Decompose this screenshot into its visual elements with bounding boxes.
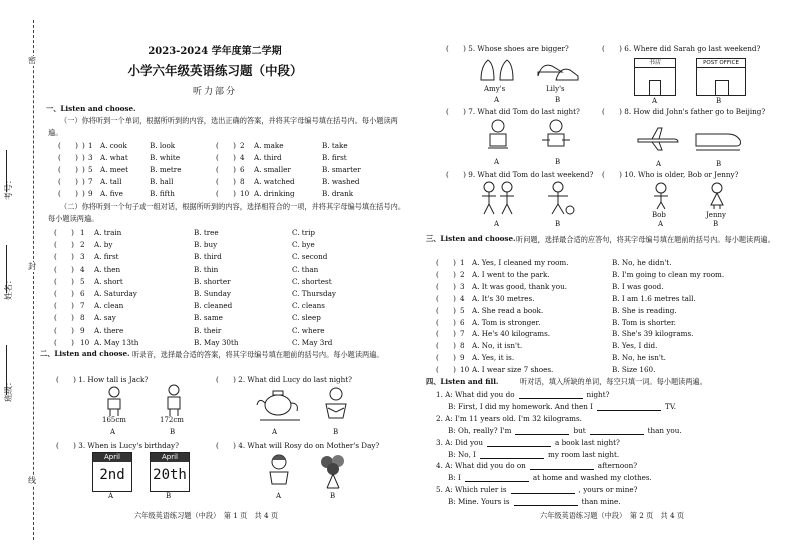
option-b: B. take xyxy=(322,141,348,150)
answer-bracket[interactable]: ( ) xyxy=(58,153,78,162)
q8-choice-b: B xyxy=(716,160,722,168)
part3-heading: 三、Listen and choose. xyxy=(426,234,516,243)
option-number: 2 xyxy=(80,240,85,250)
option-b: B. first xyxy=(322,153,347,162)
answer-bracket[interactable]: ( ) xyxy=(216,153,236,162)
option-b: B. drank xyxy=(322,189,354,198)
option-b: B. thin xyxy=(194,264,219,274)
part2-heading: 二、Listen and choose. xyxy=(40,349,130,358)
option-a: A. short xyxy=(94,276,123,286)
option-c: C. sleep xyxy=(292,313,321,323)
q3-choice-b: B xyxy=(166,492,172,500)
fill-blank[interactable] xyxy=(519,390,583,399)
q9-picture-a-kids xyxy=(476,180,520,216)
q6-prompt: ( ) 6. Where did Sarah go last weekend? xyxy=(602,44,761,53)
option-a: A. May 13th xyxy=(94,337,139,347)
q2-choice-a: A xyxy=(272,428,278,436)
q9-picture-b-boy xyxy=(538,180,578,216)
option-number: 4 xyxy=(80,264,85,274)
answer-bracket[interactable]: ( ) xyxy=(216,177,236,186)
fill-line xyxy=(436,390,609,399)
part4-heading: 四、Listen and fill. xyxy=(426,377,499,386)
answer-bracket[interactable]: ( ) xyxy=(54,313,74,323)
name-label: 姓名： xyxy=(4,276,13,300)
fill-line xyxy=(436,485,638,494)
answer-bracket[interactable]: ( ) xyxy=(436,341,456,351)
q1-picture-a xyxy=(98,385,130,417)
fill-line xyxy=(436,461,637,470)
q7-picture-b-boy xyxy=(536,118,576,156)
option-a: 1 xyxy=(88,141,93,150)
q3-calendar-b-month: April xyxy=(151,453,189,462)
option-c: C. May 3rd xyxy=(292,337,333,347)
q3-prompt: ( ) 3. When is Lucy's birthday? xyxy=(56,441,179,450)
q1-caption-b: 172cm xyxy=(160,416,184,424)
fill-blank[interactable] xyxy=(590,426,644,435)
option-a: A. make xyxy=(254,141,284,150)
option-a: A. Saturday xyxy=(94,289,137,298)
fill-text: B: No, I xyxy=(448,449,477,459)
option-a: A. meet xyxy=(100,165,128,174)
option-b: B. smarter xyxy=(322,165,361,174)
option-number: 8 xyxy=(80,313,85,323)
option-c: C. trip xyxy=(292,228,316,237)
q5-prompt: ( ) 5. Whose shoes are bigger? xyxy=(446,44,569,53)
q2-prompt: ( ) 2. What did Lucy do last night? xyxy=(216,375,353,384)
fill-text: night? xyxy=(586,390,610,399)
option-b: B. Sunday xyxy=(194,289,231,298)
answer-bracket[interactable]: ( ) xyxy=(436,293,456,303)
fill-text: 2. A: I'm 11 years old. I'm 32 kilograms. xyxy=(436,413,582,423)
answer-bracket[interactable]: ( ) xyxy=(436,281,456,291)
q1-choice-a: A xyxy=(110,428,116,436)
option-a: A. first xyxy=(94,252,119,262)
option-a: A. train xyxy=(94,228,122,237)
q6-picture-a-bookstore xyxy=(634,58,676,96)
option-c: C. than xyxy=(292,264,319,274)
fill-text: 1. A: What did you do xyxy=(436,390,515,399)
q5-picture-b-shoes xyxy=(536,54,580,84)
q5-choice-b: B xyxy=(555,96,561,104)
margin-dashed-line xyxy=(33,20,34,540)
option-a: 7 xyxy=(88,177,93,186)
option-b: B. hall xyxy=(150,177,174,186)
option-number: ) xyxy=(82,189,85,198)
q5-caption-a: Amy's xyxy=(484,85,506,93)
q10-prompt: ( ) 10. Who is older, Bob or Jenny? xyxy=(602,170,739,179)
option-b: B. I was good. xyxy=(612,281,664,291)
fill-text: 5. A: Which ruler is xyxy=(436,485,507,495)
exam-number-label: 考号： xyxy=(4,176,13,200)
q6-choice-a: A xyxy=(652,97,658,105)
fill-blank[interactable] xyxy=(511,485,575,494)
part1-sub1-instruction: （一）你将听到一个单词，根据所听到的内容，选出正确的答案，并将其字母编号填在括号内。每小题读两遍。 xyxy=(48,116,398,137)
seal-mark-mi: 密 xyxy=(28,56,36,65)
option-b: B. No, he didn't. xyxy=(612,258,672,267)
option-c: C. bye xyxy=(292,240,315,250)
option-a: A. It's 30 metres. xyxy=(472,293,535,303)
answer-bracket[interactable]: ( ) xyxy=(58,165,78,174)
option-number: 3 xyxy=(80,252,85,262)
fill-line xyxy=(448,497,621,506)
q1-picture-b xyxy=(158,383,190,417)
q4-picture-a-girl xyxy=(262,452,296,490)
option-a: A. Yes, I cleaned my room. xyxy=(472,258,569,267)
q10-caption-a: Bob xyxy=(652,211,666,219)
option-a: A. clean xyxy=(94,301,124,311)
fill-line xyxy=(436,438,620,447)
option-b: B. Yes, I did. xyxy=(612,341,658,351)
answer-bracket[interactable]: ( ) xyxy=(436,305,456,315)
option-a: A. watched xyxy=(254,177,295,186)
year-line: 2023-2024 学年度第二学期 xyxy=(148,46,282,57)
answer-bracket[interactable]: ( ) xyxy=(216,165,236,174)
option-number: 9 xyxy=(80,325,85,335)
option-number: 7 xyxy=(460,329,465,339)
option-b: B. third xyxy=(194,252,222,262)
option-number: 6 xyxy=(240,165,245,174)
option-a: A. by xyxy=(94,240,113,250)
option-number: 5 xyxy=(80,276,85,286)
q7-picture-a-boy xyxy=(478,118,518,156)
option-a: 9 xyxy=(88,189,93,198)
option-number: 4 xyxy=(240,153,245,162)
q2-choice-b: B xyxy=(333,428,339,436)
q10-choice-a: A xyxy=(658,220,664,228)
answer-bracket[interactable]: ( ) xyxy=(436,365,456,375)
option-a: A. third xyxy=(254,153,282,162)
option-b: B. look xyxy=(150,141,176,150)
q8-prompt: ( ) 8. How did John's father go to Beijing? xyxy=(602,107,766,116)
option-number: 6 xyxy=(460,317,465,327)
q3-calendar-a xyxy=(92,452,132,492)
q3-calendar-b-day: 20th xyxy=(153,467,187,483)
fill-text: at home and washed my clothes. xyxy=(532,473,652,483)
option-c: C. shortest xyxy=(292,276,332,286)
fill-blank[interactable] xyxy=(515,426,569,435)
option-a: 3 xyxy=(88,153,93,162)
fill-blank[interactable] xyxy=(530,461,594,470)
option-a: A. then xyxy=(94,264,121,274)
q10-choice-b: B xyxy=(713,220,719,228)
fill-line xyxy=(436,414,582,423)
q5-choice-a: A xyxy=(494,96,500,104)
option-number: 8 xyxy=(460,341,465,351)
q6-choice-b: B xyxy=(716,97,722,105)
fill-line xyxy=(448,402,676,411)
option-c: C. Thursday xyxy=(292,289,336,298)
answer-bracket[interactable]: ( ) xyxy=(54,240,74,250)
fill-text: TV. xyxy=(665,401,677,411)
option-b: B. white xyxy=(150,153,181,162)
q7-choice-b: B xyxy=(555,158,561,166)
fill-text: B: I xyxy=(448,473,461,483)
q2-picture-b-reading xyxy=(316,386,356,424)
option-b: B. May 30th xyxy=(194,337,239,347)
option-a: A. what xyxy=(100,153,128,162)
answer-bracket[interactable]: ( ) xyxy=(436,269,456,279)
seal-mark-feng: 封 xyxy=(28,262,36,271)
option-b: B. buy xyxy=(194,240,218,250)
option-c: C. cleans xyxy=(292,301,325,311)
q10-picture-b-jenny xyxy=(706,182,728,210)
option-b: B. same xyxy=(194,313,223,323)
fill-text: B: Mine. Yours is xyxy=(448,497,510,507)
q8-picture-a-plane xyxy=(636,126,680,152)
fill-text: than mine. xyxy=(581,497,621,507)
option-b: B. their xyxy=(194,325,222,335)
answer-bracket[interactable]: ( ) xyxy=(54,325,74,335)
q9-choice-b: B xyxy=(555,220,561,228)
q5-caption-b: Lily's xyxy=(546,85,565,93)
fill-text: my room last night. xyxy=(548,449,620,459)
q4-picture-b-flowers xyxy=(314,452,352,490)
answer-bracket[interactable]: ( ) xyxy=(436,317,456,327)
part1-sub2-instruction: （二）你将听到一个句子或一组对话，根据所听到的内容，选择相符合的一项，并将其字母编号填在括号内。每小题读两遍。 xyxy=(48,202,406,223)
q2-picture-a-teapot xyxy=(256,388,302,424)
option-number: 10 xyxy=(240,189,250,198)
fill-text: than you. xyxy=(647,425,682,435)
option-a: A. I went to the park. xyxy=(472,269,550,279)
q3-choice-a: A xyxy=(108,492,114,500)
option-c: C. where xyxy=(292,325,325,335)
answer-bracket[interactable]: ( ) xyxy=(58,189,78,198)
q1-prompt: ( ) 1. How tall is Jack? xyxy=(56,375,149,384)
option-b: B. I'm going to clean my room. xyxy=(612,269,725,279)
fill-text: 3. A: Did you xyxy=(436,437,484,447)
option-number: ) xyxy=(82,141,85,150)
fill-text: but xyxy=(573,425,586,435)
part1-heading: 一、Listen and choose. xyxy=(46,104,136,113)
part4-instruction: 听对话，填入所缺的单词，每空只填一词。每小题读两遍。 xyxy=(520,377,707,386)
fill-text: , yours or mine? xyxy=(578,485,638,495)
footer-right: 六年级英语练习题（中段） 第 2 页 共 4 页 xyxy=(539,511,685,520)
option-number: ) xyxy=(82,165,85,174)
option-a: A. drinking xyxy=(254,189,295,198)
q6-sign-a: 书店 xyxy=(635,59,675,68)
option-b: B. cleaned xyxy=(194,301,233,311)
fill-text: a book last night? xyxy=(555,437,620,447)
option-b: B. Tom is shorter. xyxy=(612,317,676,327)
footer-left: 六年级英语练习题（中段） 第 1 页 共 4 页 xyxy=(133,511,279,520)
option-a: A. It was good, thank you. xyxy=(472,281,567,291)
answer-bracket[interactable]: ( ) xyxy=(58,141,78,150)
answer-bracket[interactable]: ( ) xyxy=(54,264,74,274)
answer-bracket[interactable]: ( ) xyxy=(58,177,78,186)
q4-choice-b: B xyxy=(330,492,336,500)
answer-bracket[interactable]: ( ) xyxy=(54,337,74,347)
answer-bracket[interactable]: ( ) xyxy=(216,141,236,150)
option-a: A. He's 40 kilograms. xyxy=(472,329,551,339)
option-a: A. five xyxy=(100,189,123,198)
q10-caption-b: Jenny xyxy=(706,211,726,219)
fill-line xyxy=(448,450,619,459)
option-a: A. tall xyxy=(100,177,122,186)
option-number: 10 xyxy=(80,337,90,347)
option-number: ) xyxy=(82,153,85,162)
answer-bracket[interactable]: ( ) xyxy=(216,189,236,198)
page-title: 小学六年级英语练习题（中段） xyxy=(127,63,303,78)
answer-bracket[interactable]: ( ) xyxy=(436,329,456,339)
part3-instruction: 听问题，选择最合适的应答句，将其字母编号填在题前的括号内。每小题读两遍。 xyxy=(516,235,775,244)
option-number: 2 xyxy=(460,269,465,279)
option-number: 6 xyxy=(80,289,85,298)
q6-door-a xyxy=(649,80,661,95)
q6-picture-b-post-office xyxy=(696,58,746,96)
fill-text: 4. A: What did you do on xyxy=(436,461,526,471)
option-number: 5 xyxy=(460,305,465,315)
q1-caption-a: 165cm xyxy=(102,416,126,424)
option-a: A. I wear size 7 shoes. xyxy=(472,365,554,375)
option-b: B. tree xyxy=(194,228,219,237)
option-a: A. Yes, it is. xyxy=(472,353,515,363)
q9-choice-a: A xyxy=(494,220,500,228)
q10-picture-a-bob xyxy=(650,182,672,210)
option-b: B. Size 160. xyxy=(612,365,656,375)
q3-calendar-a-day: 2nd xyxy=(99,467,125,483)
q3-calendar-a-month: April xyxy=(93,453,131,462)
fill-blank[interactable] xyxy=(514,497,578,506)
option-a: 5 xyxy=(88,165,93,174)
fill-blank[interactable] xyxy=(480,450,544,459)
option-a: A. No, it isn't. xyxy=(472,341,523,351)
answer-bracket[interactable]: ( ) xyxy=(54,228,74,237)
answer-bracket[interactable]: ( ) xyxy=(436,258,456,267)
option-a: A. cook xyxy=(100,141,127,150)
option-number: 1 xyxy=(460,258,465,267)
class-label: 班级： xyxy=(4,378,13,402)
answer-bracket[interactable]: ( ) xyxy=(54,289,74,298)
answer-bracket[interactable]: ( ) xyxy=(54,301,74,311)
option-a: A. say xyxy=(94,313,116,323)
option-number: 1 xyxy=(80,228,85,237)
option-number: 8 xyxy=(240,177,245,186)
option-b: B. washed xyxy=(322,177,360,186)
part2-instruction: 听录音，选择最合适的答案，将其字母编号填在题前的括号内。每小题读两遍。 xyxy=(132,350,384,359)
section-name: 听力部分 xyxy=(192,87,237,97)
q5-picture-a-shoes xyxy=(478,54,516,84)
option-number: 10 xyxy=(460,365,470,375)
option-a: A. there xyxy=(94,325,124,335)
answer-bracket[interactable]: ( ) xyxy=(54,276,74,286)
answer-bracket[interactable]: ( ) xyxy=(54,252,74,262)
name-line xyxy=(6,245,7,293)
q4-choice-a: A xyxy=(276,492,282,500)
option-number: 7 xyxy=(80,301,85,311)
option-b: B. shorter xyxy=(194,276,231,286)
option-number: 2 xyxy=(240,141,245,150)
exam-number-line xyxy=(6,150,7,192)
option-a: A. She read a book. xyxy=(472,305,544,315)
option-a: A. Tom is stronger. xyxy=(472,317,541,327)
q3-calendar-b xyxy=(150,452,190,492)
seal-mark-xian: 线 xyxy=(28,476,36,485)
fill-text: B: Oh, really? I'm xyxy=(448,425,512,435)
option-number: 3 xyxy=(460,281,465,291)
option-b: B. fifth xyxy=(150,189,175,198)
fill-line xyxy=(448,473,652,482)
fill-text: B: First, I did my homework. And then I xyxy=(448,401,594,411)
q1-choice-b: B xyxy=(170,428,176,436)
fill-blank[interactable] xyxy=(597,402,661,411)
option-b: B. She is reading. xyxy=(612,305,677,315)
option-number: ) xyxy=(82,177,85,186)
q7-prompt: ( ) 7. What did Tom do last night? xyxy=(446,107,580,116)
q6-door-b xyxy=(715,80,729,95)
option-b: B. She's 39 kilograms. xyxy=(612,329,694,339)
option-c: C. second xyxy=(292,252,328,262)
q8-picture-b-train xyxy=(694,130,742,152)
answer-bracket[interactable]: ( ) xyxy=(436,353,456,363)
option-a: A. smaller xyxy=(254,165,291,174)
q9-prompt: ( ) 9. What did Tom do last weekend? xyxy=(446,170,594,179)
fill-blank[interactable] xyxy=(465,473,529,482)
q8-choice-a: A xyxy=(656,160,662,168)
q7-choice-a: A xyxy=(494,158,500,166)
class-line xyxy=(6,345,7,395)
option-number: 4 xyxy=(460,293,465,303)
fill-text: afternoon? xyxy=(597,461,638,471)
option-number: 9 xyxy=(460,353,465,363)
option-b: B. metre xyxy=(150,165,182,174)
option-b: B. I am 1.6 metres tall. xyxy=(612,293,696,303)
fill-blank[interactable] xyxy=(487,438,551,447)
option-b: B. No, he isn't. xyxy=(612,353,666,363)
fill-line xyxy=(448,426,682,435)
q4-prompt: ( ) 4. What will Rosy do on Mother's Day? xyxy=(216,441,380,450)
q6-sign-b: POST OFFICE xyxy=(697,59,745,68)
